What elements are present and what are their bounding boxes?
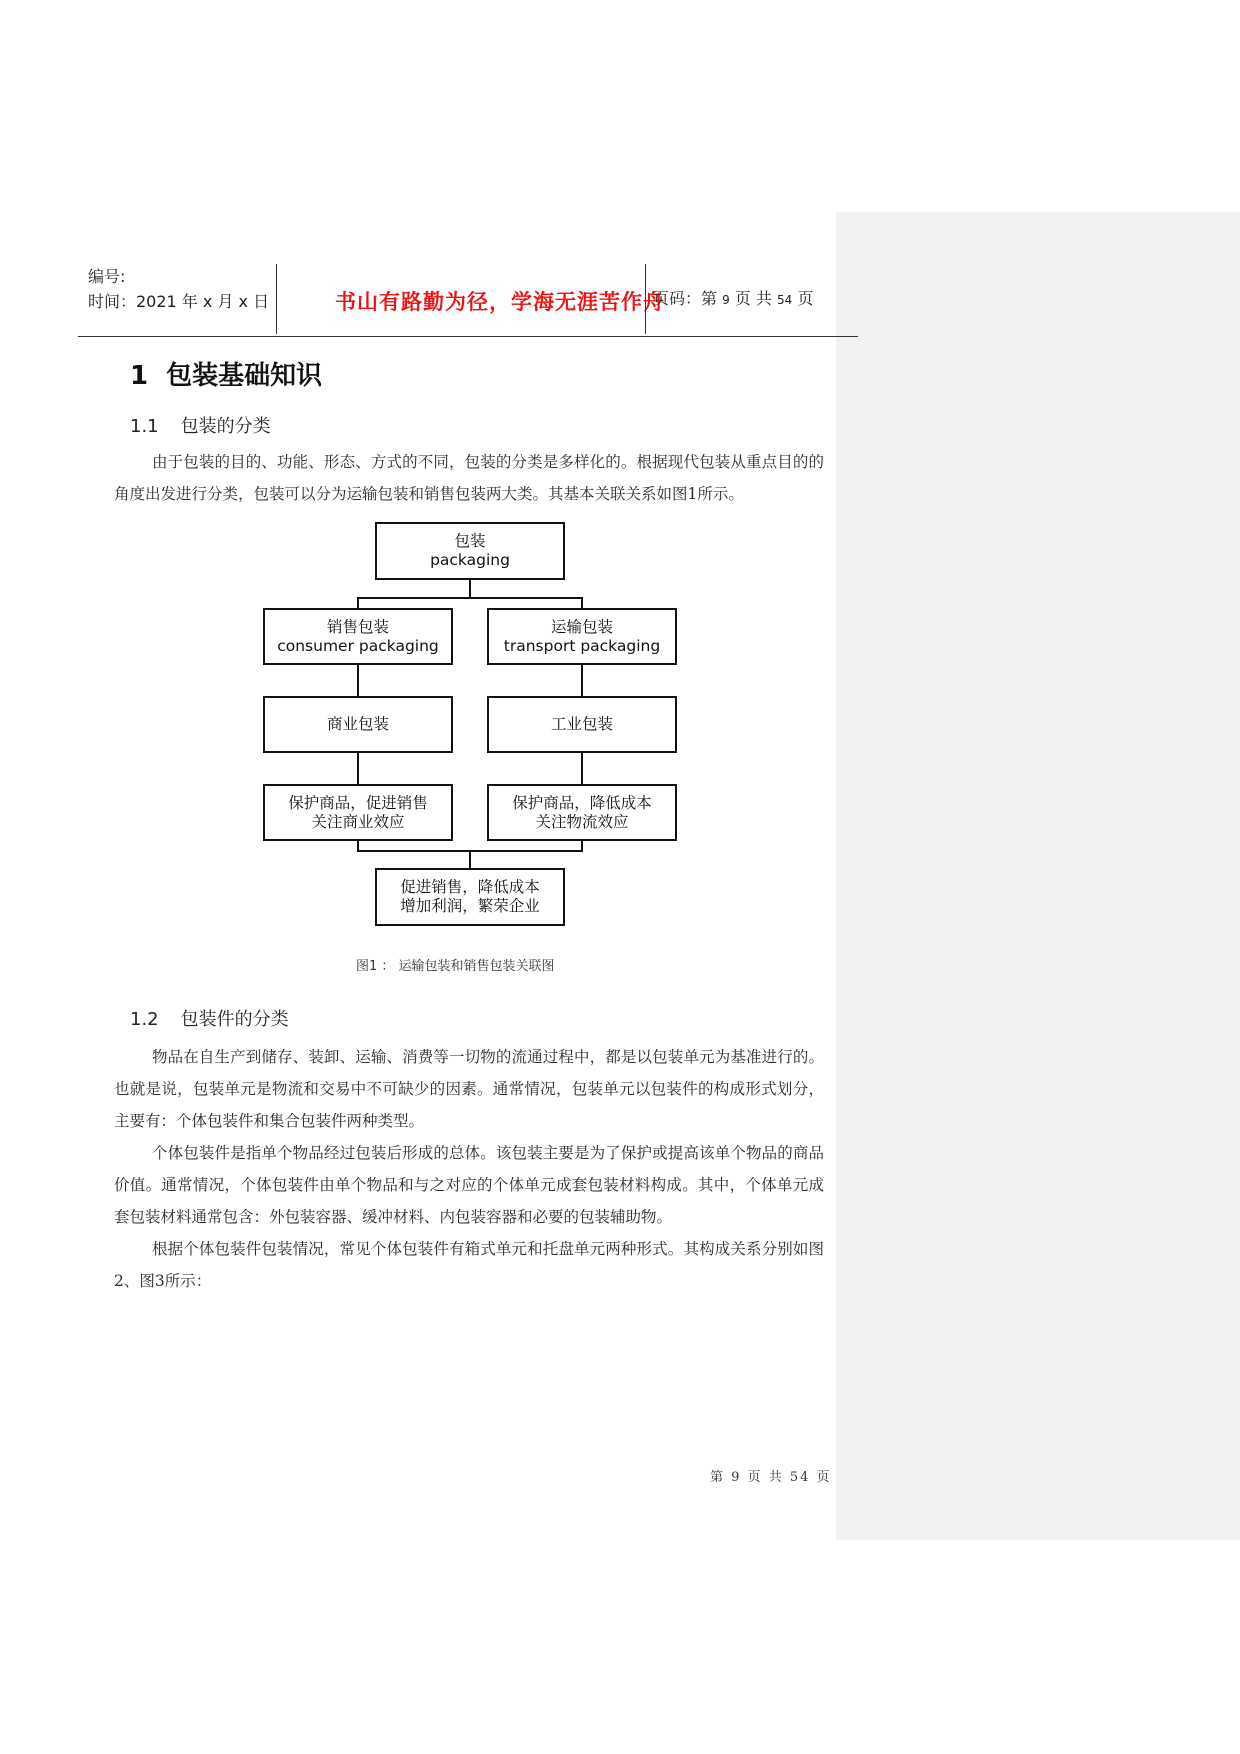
box-commercial-packaging [263, 696, 453, 753]
header-page-label-a: 页码：第 [653, 289, 718, 308]
header-page-total: 54 [777, 293, 793, 307]
page-header [78, 262, 858, 337]
section-1-2-heading [130, 1005, 289, 1031]
section-1-2-paragraph-1: 物品在自生产到储存、装卸、运输、消费等一切物的流通过程中，都是以包装单元为基准进行的。也就是说，包装单元是物流和交易中不可缺少的因素。通常情况，包装单元以包装件的构成形式划分，主要有：个体包装件和集合包装件两种类型。 [114, 1048, 824, 1130]
box-industrial-packaging [487, 696, 677, 753]
footer-prefix: 第 [710, 1470, 726, 1485]
box-commercial-goal-line1: 保护商品，促进销售 [288, 793, 428, 812]
figure-1-caption-text: 运输包装和销售包装关联图 [398, 959, 555, 974]
document-time-label: 时间：2021 年 x 月 x 日 [88, 292, 270, 311]
box-transport-packaging-en: transport packaging [503, 636, 661, 655]
header-divider-right [645, 264, 646, 334]
connector-left-type-to-mid [357, 663, 359, 697]
section-1-heading [130, 355, 322, 392]
box-result-line2: 增加利润，繁荣企业 [400, 897, 540, 915]
box-consumer-packaging [263, 608, 453, 665]
section-1-1-title: 包装的分类 [180, 416, 271, 437]
section-1-title: 包装基础知识 [166, 361, 323, 391]
footer-suffix: 页 [816, 1470, 832, 1485]
header-page-info [653, 286, 853, 309]
footer-current-page: 9 [731, 1470, 742, 1485]
box-packaging-en: packaging [430, 551, 510, 569]
header-page-label-c: 页 [797, 289, 814, 308]
section-1-2-paragraph-3: 根据个体包装件包装情况，常见个体包装件有箱式单元和托盘单元两种形式。其构成关系分别如图2、图3所示： [114, 1240, 824, 1290]
section-1-1-number: 1.1 [130, 416, 159, 437]
box-consumer-packaging-cn: 销售包装 [326, 617, 389, 636]
connector-left-mid-to-goal [357, 751, 359, 785]
connector-right-type-to-mid [581, 663, 583, 697]
comment-pane [836, 212, 1240, 1540]
page-footer [710, 1466, 832, 1485]
box-industrial-goal-line2: 关注物流效应 [535, 812, 629, 831]
connector-root-down [469, 578, 471, 598]
box-transport-packaging [487, 608, 677, 665]
header-page-current: 9 [722, 293, 730, 307]
section-1-1-paragraph: 由于包装的目的、功能、形态、方式的不同，包装的分类是多样化的。根据现代包装从重点目的的角度出发进行分类，包装可以分为运输包装和销售包装两大类。其基本关联关系如图1所示。 [114, 453, 824, 503]
box-industrial-packaging-label: 工业包装 [550, 715, 613, 733]
box-commercial-goal [263, 784, 453, 841]
footer-middle: 页 共 [747, 1470, 784, 1485]
connector-split-horizontal [357, 597, 583, 599]
section-1-number: 1 [130, 361, 149, 391]
box-result-line1: 促进销售，降低成本 [400, 878, 540, 896]
header-motto: 书山有路勤为径，学海无涯苦作舟 [335, 290, 665, 314]
box-commercial-packaging-label: 商业包装 [326, 715, 389, 733]
header-page-label-b: 页 共 [734, 289, 772, 308]
section-1-2-title: 包装件的分类 [180, 1009, 289, 1030]
header-meta [88, 264, 274, 314]
section-1-2-number: 1.2 [130, 1009, 159, 1030]
box-industrial-goal-line1: 保护商品，降低成本 [512, 793, 652, 812]
connector-to-result [469, 850, 471, 870]
box-result [375, 868, 565, 926]
figure-1-caption [356, 955, 555, 974]
box-industrial-goal [487, 784, 677, 841]
figure-1-label: 图1 ： [356, 959, 395, 974]
figure-1-diagram [260, 522, 680, 942]
box-transport-packaging-cn: 运输包装 [550, 617, 613, 636]
box-packaging-cn: 包装 [454, 532, 486, 550]
connector-right-mid-to-goal [581, 751, 583, 785]
section-1-1-heading [130, 412, 271, 438]
box-commercial-goal-line2: 关注商业效应 [311, 812, 405, 831]
footer-total-pages: 54 [789, 1470, 811, 1485]
box-consumer-packaging-en: consumer packaging [277, 636, 439, 655]
document-number-label: 编号: [88, 267, 126, 286]
section-1-2-paragraph-2: 个体包装件是指单个物品经过包装后形成的总体。该包装主要是为了保护或提高该单个物品的商品价值。通常情况，个体包装件由单个物品和与之对应的个体单元成套包装材料构成。其中，个体单元成套包装材料通常包含：外包装容器、缓冲材料、内包装容器和必要的包装辅助物。 [114, 1144, 824, 1226]
box-packaging [375, 522, 565, 580]
